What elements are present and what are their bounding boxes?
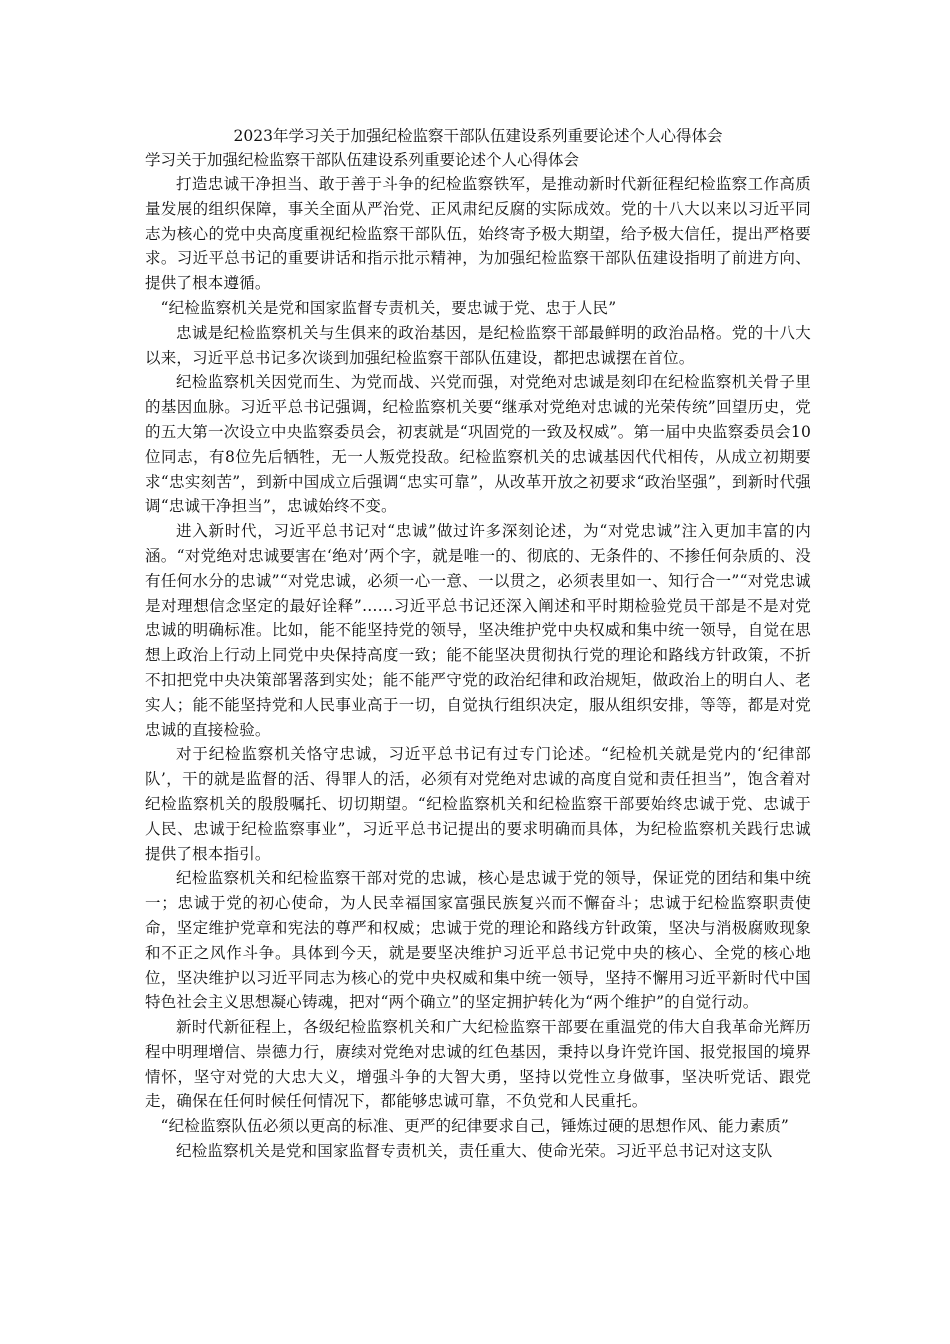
paragraph: 纪检监察机关和纪检监察干部对党的忠诚，核心是忠诚于党的领导，保证党的团结和集中统一；忠诚于党的初心使命，为人民幸福国家富强民族复兴而不懈奋斗；忠诚于纪检监察职责使命，坚定维护党章和宪法的尊严和权威；忠诚于党的理论和路线方针政策，坚决与消极腐败现象和不正之风作斗争。具体到今天，就是要坚决维护习近平总书记党中央的核心、全党的核心地位，坚决维护以习近平同志为核心的党中央权威和集中统一领导，坚持不懈用习近平新时代中国特色社会主义思想凝心铸魂，把对“两个确立”的坚定拥护转化为“两个维护”的自觉行动。 [145,869,811,1012]
paragraph: 打造忠诚干净担当、敢于善于斗争的纪检监察铁军，是推动新时代新征程纪检监察工作高质量发展的组织保障，事关全面从严治党、正风肃纪反腐的实际成效。党的十八大以来以习近平同志为核心的党中央高度重视纪检监察干部队伍，始终寄予极大期望，给予极大信任，提出严格要求。习近平总书记的重要讲话和指示批示精神，为加强纪检监察干部队伍建设指明了前进方向、提供了根本遵循。 [145,175,811,293]
section-heading: “纪检监察队伍必须以更高的标准、更严的纪律要求自己，锤炼过硬的思想作风、能力素质” [160,1117,790,1136]
document-title: 2023年学习关于加强纪检监察干部队伍建设系列重要论述个人心得体会 [233,127,723,145]
paragraph: 新时代新征程上，各级纪检监察机关和广大纪检监察干部要在重温党的伟大自我革命光辉历程中明理增信、崇德力行，赓续对党绝对忠诚的红色基因，秉持以身许党许国、报党报国的境界情怀，坚守对党的大忠大义，增强斗争的大智大勇，坚持以党性立身做事，坚决听党话、跟党走，确保在任何时候任何情况下，都能够忠诚可靠，不负党和人民重托。 [145,1018,811,1111]
section-heading: “纪检监察机关是党和国家监督专责机关，要忠诚于党、忠于人民” [160,298,617,317]
document-page [145,124,811,1164]
paragraph: 对于纪检监察机关恪守忠诚，习近平总书记有过专门论述。“纪检机关就是党内的‘纪律部队’，干的就是监督的活、得罪人的活，必须有对党绝对忠诚的高度自觉和责任担当”，饱含着对纪检监察机关的殷殷嘱托、切切期望。“纪检监察机关和纪检监察干部要始终忠诚于党、忠诚于人民、忠诚于纪检监察事业”，习近平总书记提出的要求明确而具体，为纪检监察机关践行忠诚提供了根本指引。 [145,745,811,863]
paragraph: 纪检监察机关是党和国家监督专责机关，责任重大、使命光荣。习近平总书记对这支队 [176,1142,773,1161]
paragraph: 忠诚是纪检监察机关与生俱来的政治基因，是纪检监察干部最鲜明的政治品格。党的十八大以来，习近平总书记多次谈到加强纪检监察干部队伍建设，都把忠诚摆在首位。 [145,323,811,367]
paragraph: 纪检监察机关因党而生、为党而战、兴党而强，对党绝对忠诚是刻印在纪检监察机关骨子里的基因血脉。习近平总书记强调，纪检监察机关要“继承对党绝对忠诚的光荣传统”回望历史，党的五大第一次设立中央监察委员会，初衷就是“巩固党的一致及权威”。第一届中央监察委员会10位同志，有8位先后牺牲，无一人叛党投敌。纪检监察机关的忠诚基因代代相传，从成立初期要求“忠实刻苦”，到新中国成立后强调“忠实可靠”，从改革开放之初要求“政治坚强”，到新时代强调“忠诚干净担当”，忠诚始终不变。 [145,373,811,516]
document-subtitle: 学习关于加强纪检监察干部队伍建设系列重要论述个人心得体会 [145,151,580,169]
paragraph: 进入新时代，习近平总书记对“忠诚”做过许多深刻论述，为“对党忠诚”注入更加丰富的内涵。“对党绝对忠诚要害在‘绝对’两个字，就是唯一的、彻底的、无条件的、不掺任何杂质的、没有任何水分的忠诚”“对党忠诚，必须一心一意、一以贯之，必须表里如一、知行合一”“对党忠诚是对理想信念坚定的最好诠释”……习近平总书记还深入阐述和平时期检验党员干部是不是对党忠诚的明确标准。比如，能不能坚持党的领导，坚决维护党中央权威和集中统一领导，自觉在思想上政治上行动上同党中央保持高度一致；能不能坚决贯彻执行党的理论和路线方针政策，不折不扣把党中央决策部署落到实处；能不能严守党的政治纪律和政治规矩，做政治上的明白人、老实人；能不能坚持党和人民事业高于一切，自觉执行组织决定，服从组织安排，等等，都是对党忠诚的直接检验。 [145,522,811,739]
